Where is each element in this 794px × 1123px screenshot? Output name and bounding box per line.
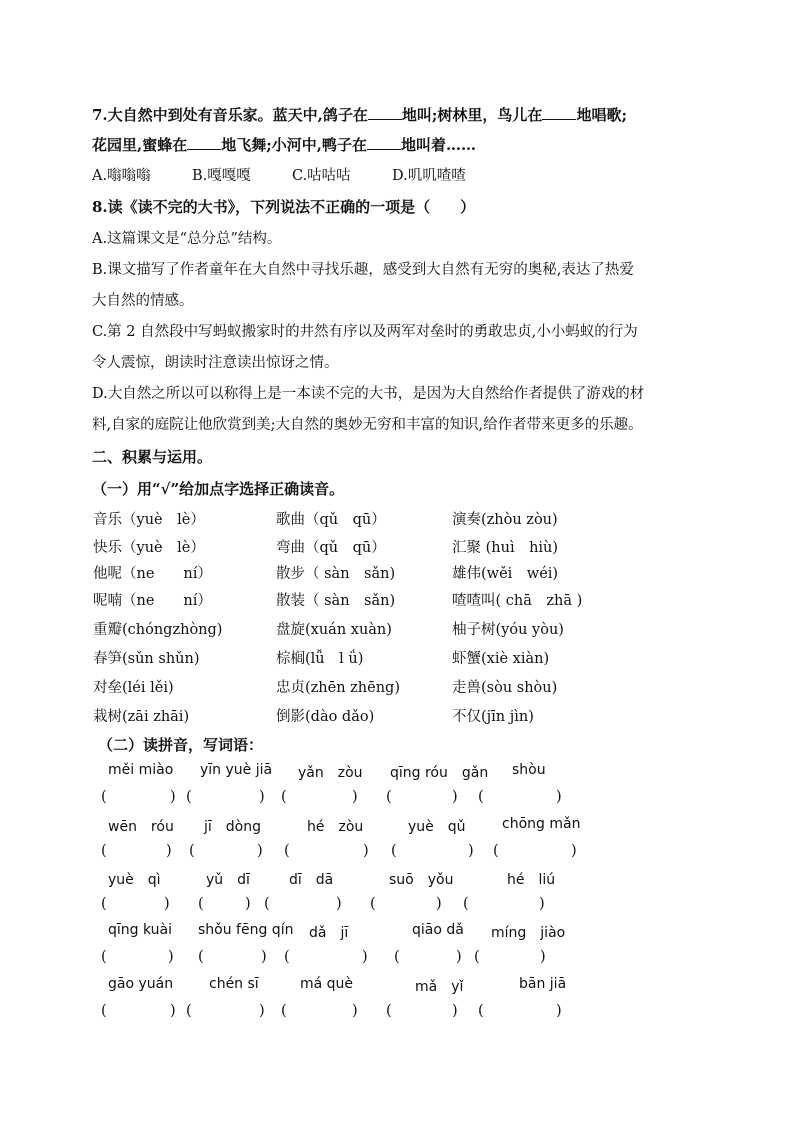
answer-paren-open: (	[101, 949, 107, 965]
q8-option-d-line2: 料,自家的庭院让他欣赏到美;大自然的奥妙无穷和丰富的知识,给作者带来更多的乐趣。	[92, 417, 643, 433]
answer-paren-close: )	[352, 789, 358, 805]
answer-paren-open: (	[101, 789, 107, 805]
answer-box[interactable]	[194, 1003, 257, 1021]
answer-box[interactable]	[486, 1003, 554, 1021]
answer-paren-close: )	[362, 949, 368, 965]
answer-paren-open: (	[101, 843, 107, 859]
answer-box[interactable]	[399, 843, 466, 861]
answer-paren-open: (	[198, 896, 204, 912]
q8-option-b-line2: 大自然的情感。	[92, 293, 194, 309]
answer-paren-close: )	[452, 1003, 458, 1019]
pinyin-prompt: chōng mǎn	[502, 816, 581, 832]
answer-box[interactable]	[289, 1003, 350, 1021]
answer-paren-close: )	[261, 949, 267, 965]
pinyin-prompt: mǎ yǐ	[415, 979, 464, 995]
section-title: 二、积累与运用。	[92, 448, 213, 466]
q8-option-d-line1[interactable]: D.大自然之所以可以称得上是一本读不完的大书，是因为大自然给作者提供了游戏的材	[92, 386, 645, 402]
answer-paren-close: )	[170, 789, 176, 805]
answer-paren-open: (	[394, 949, 400, 965]
q7-line1-text-a: 7.大自然中到处有音乐家。蓝天中,鸽子在	[92, 106, 368, 124]
pinyin-prompt: yǔ dī	[206, 872, 250, 888]
answer-box[interactable]	[272, 896, 334, 914]
answer-paren-close: )	[436, 896, 442, 912]
part1-title: （一）用“√”给加点字选择正确读音。	[92, 480, 345, 498]
pronunciation-item[interactable]: 春笋(sǔn shǔn)	[93, 651, 200, 667]
answer-paren-close: )	[452, 789, 458, 805]
answer-box[interactable]	[197, 843, 255, 861]
answer-paren-open: (	[478, 1003, 484, 1019]
q7-line2-text-a: 花园里,蜜蜂在	[92, 136, 188, 154]
answer-paren-open: (	[284, 843, 290, 859]
answer-paren-open: (	[264, 896, 270, 912]
answer-paren-close: )	[556, 1003, 562, 1019]
answer-blank[interactable]	[367, 135, 401, 150]
pronunciation-item[interactable]: 柚子树(yóu yòu)	[452, 622, 564, 638]
answer-box[interactable]	[194, 789, 257, 807]
pronunciation-item[interactable]: 快乐（yuè lè）	[93, 540, 205, 556]
answer-paren-close: )	[259, 1003, 265, 1019]
answer-paren-close: )	[352, 1003, 358, 1019]
pinyin-prompt: yǎn zòu	[298, 765, 363, 781]
answer-box[interactable]	[206, 896, 243, 914]
pinyin-prompt: dǎ jī	[309, 925, 349, 941]
q8-stem: 8.读《读不完的大书》，下列说法不正确的一项是（ ）	[92, 198, 476, 216]
answer-paren-close: )	[468, 843, 474, 859]
answer-paren-open: (	[101, 1003, 107, 1019]
option-c[interactable]: C.咕咕咕	[292, 168, 351, 184]
option-d[interactable]: D.叽叽喳喳	[392, 168, 466, 184]
pinyin-prompt: yuè qì	[108, 872, 161, 888]
pronunciation-item[interactable]: 雄伟(wěi wéi)	[452, 566, 559, 582]
q8-option-a[interactable]: A.这篇课文是“总分总”结构。	[92, 231, 282, 247]
answer-blank[interactable]	[187, 135, 221, 150]
answer-paren-close: )	[259, 789, 265, 805]
pinyin-prompt: chén sī	[209, 976, 259, 992]
answer-paren-open: (	[186, 789, 192, 805]
answer-box[interactable]	[109, 949, 166, 967]
answer-paren-open: (	[391, 843, 397, 859]
answer-paren-close: )	[166, 843, 172, 859]
pinyin-prompt: jī dòng	[204, 819, 261, 835]
pronunciation-item[interactable]: 弯曲（qǔ qū）	[276, 540, 386, 556]
pronunciation-item[interactable]: 散装（ sàn sǎn)	[276, 593, 396, 609]
answer-paren-open: (	[463, 896, 469, 912]
pronunciation-item[interactable]: 呢喃（ne ní）	[93, 593, 212, 609]
answer-box[interactable]	[378, 896, 434, 914]
pronunciation-item[interactable]: 音乐（yuè lè）	[93, 512, 205, 528]
pinyin-prompt: wēn róu	[108, 819, 174, 835]
answer-box[interactable]	[109, 896, 162, 914]
pronunciation-item[interactable]: 忠贞(zhēn zhēng)	[276, 680, 401, 696]
pinyin-prompt: qīng róu gǎn	[390, 765, 489, 781]
q7-line2	[92, 134, 476, 155]
answer-paren-open: (	[370, 896, 376, 912]
answer-paren-close: )	[540, 949, 546, 965]
answer-paren-open: (	[478, 789, 484, 805]
option-b[interactable]: B.嘎嘎嘎	[192, 168, 251, 184]
pinyin-prompt: shòu	[512, 762, 546, 778]
q7-line2-text-b: 地飞舞;小河中,鸭子在	[221, 136, 367, 154]
answer-blank[interactable]	[542, 105, 576, 120]
answer-box[interactable]	[501, 843, 569, 861]
pronunciation-item[interactable]: 他呢（ne ní）	[93, 566, 212, 582]
answer-box[interactable]	[109, 1003, 168, 1021]
answer-box[interactable]	[402, 949, 454, 967]
pinyin-prompt: qiāo dǎ	[412, 922, 464, 938]
pronunciation-item[interactable]: 演奏(zhòu zòu)	[452, 512, 558, 528]
q7-line1	[92, 104, 627, 125]
answer-paren-close: )	[164, 896, 170, 912]
answer-box[interactable]	[482, 949, 538, 967]
pronunciation-item[interactable]: 喳喳叫( chā zhā )	[452, 593, 583, 609]
pinyin-prompt: qīng kuài	[108, 922, 173, 938]
pinyin-prompt: hé zòu	[307, 819, 364, 835]
pronunciation-item[interactable]: 歌曲（qǔ qū）	[276, 512, 386, 528]
answer-box[interactable]	[109, 789, 168, 807]
q8-option-c-line2: 令人震惊，朗读时注意读出惊讶之情。	[92, 355, 339, 371]
pronunciation-item[interactable]: 对垒(léi lěi)	[93, 680, 174, 696]
q7-line1-text-b: 地叫;树林里，鸟儿在	[401, 106, 543, 124]
answer-paren-close: )	[336, 896, 342, 912]
answer-blank[interactable]	[368, 105, 402, 120]
pinyin-prompt: má què	[300, 976, 354, 992]
pinyin-prompt: yīn yuè jiā	[200, 762, 273, 778]
answer-box[interactable]	[289, 789, 350, 807]
pinyin-prompt: suō yǒu	[389, 872, 454, 888]
answer-paren-close: )	[245, 896, 251, 912]
pinyin-prompt: měi miào	[108, 762, 174, 778]
answer-paren-close: )	[456, 949, 462, 965]
answer-paren-open: (	[386, 789, 392, 805]
pinyin-prompt: yuè qǔ	[408, 819, 466, 835]
pronunciation-item[interactable]: 盘旋(xuán xuàn)	[276, 622, 392, 638]
part2-title: （二）读拼音，写词语：	[98, 736, 264, 754]
answer-box[interactable]	[292, 949, 360, 967]
answer-box[interactable]	[206, 949, 259, 967]
q8-option-c-line1[interactable]: C.第 2 自然段中写蚂蚁搬家时的井然有序以及两军对垒时的勇敢忠贞,小小蚂蚁的行为	[92, 324, 638, 340]
pronunciation-item[interactable]: 虾蟹(xiè xiàn)	[452, 651, 550, 667]
pronunciation-item[interactable]: 倒影(dào dǎo)	[276, 709, 375, 725]
answer-paren-close: )	[168, 949, 174, 965]
pinyin-prompt: bān jiā	[519, 976, 567, 992]
pronunciation-item[interactable]: 重瓣(chóngzhòng)	[93, 622, 223, 638]
pronunciation-item[interactable]: 走兽(sòu shòu)	[452, 680, 558, 696]
pinyin-prompt: míng jiào	[491, 925, 566, 941]
q7-line2-text-c: 地叫着……	[401, 136, 477, 154]
answer-paren-close: )	[539, 896, 545, 912]
answer-box[interactable]	[471, 896, 537, 914]
pinyin-prompt: hé liú	[507, 872, 556, 888]
pronunciation-item[interactable]: 棕榈(lǚ l ǘ)	[276, 651, 364, 667]
answer-paren-close: )	[556, 789, 562, 805]
answer-paren-open: (	[386, 1003, 392, 1019]
pinyin-prompt: gāo yuán	[108, 976, 174, 992]
answer-paren-open: (	[189, 843, 195, 859]
answer-paren-close: )	[257, 843, 263, 859]
pronunciation-item[interactable]: 散步（ sàn sǎn)	[276, 566, 396, 582]
answer-paren-open: (	[186, 1003, 192, 1019]
answer-paren-open: (	[284, 949, 290, 965]
answer-paren-open: (	[281, 1003, 287, 1019]
answer-paren-open: (	[474, 949, 480, 965]
pronunciation-item[interactable]: 不仅(jīn jìn)	[452, 709, 534, 725]
answer-paren-open: (	[281, 789, 287, 805]
answer-box[interactable]	[292, 843, 361, 861]
pinyin-prompt: shǒu fēng qín	[198, 922, 294, 938]
q7-line1-text-c: 地唱歌;	[576, 106, 627, 124]
pronunciation-item[interactable]: 汇聚 (huì hiù)	[452, 540, 559, 556]
answer-box[interactable]	[109, 843, 164, 861]
pinyin-prompt: dī dā	[289, 872, 334, 888]
q7-options	[92, 164, 466, 185]
answer-paren-close: )	[363, 843, 369, 859]
answer-paren-close: )	[170, 1003, 176, 1019]
answer-box[interactable]	[394, 1003, 450, 1021]
option-a[interactable]: A.嗡嗡嗡	[92, 168, 151, 184]
answer-paren-open: (	[198, 949, 204, 965]
answer-box[interactable]	[486, 789, 554, 807]
answer-box[interactable]	[394, 789, 450, 807]
answer-paren-close: )	[571, 843, 577, 859]
answer-paren-open: (	[101, 896, 107, 912]
q8-option-b-line1[interactable]: B.课文描写了作者童年在大自然中寻找乐趣，感受到大自然有无穷的奥秘,表达了热爱	[92, 262, 634, 278]
answer-paren-open: (	[493, 843, 499, 859]
pronunciation-item[interactable]: 栽树(zāi zhāi)	[93, 709, 190, 725]
